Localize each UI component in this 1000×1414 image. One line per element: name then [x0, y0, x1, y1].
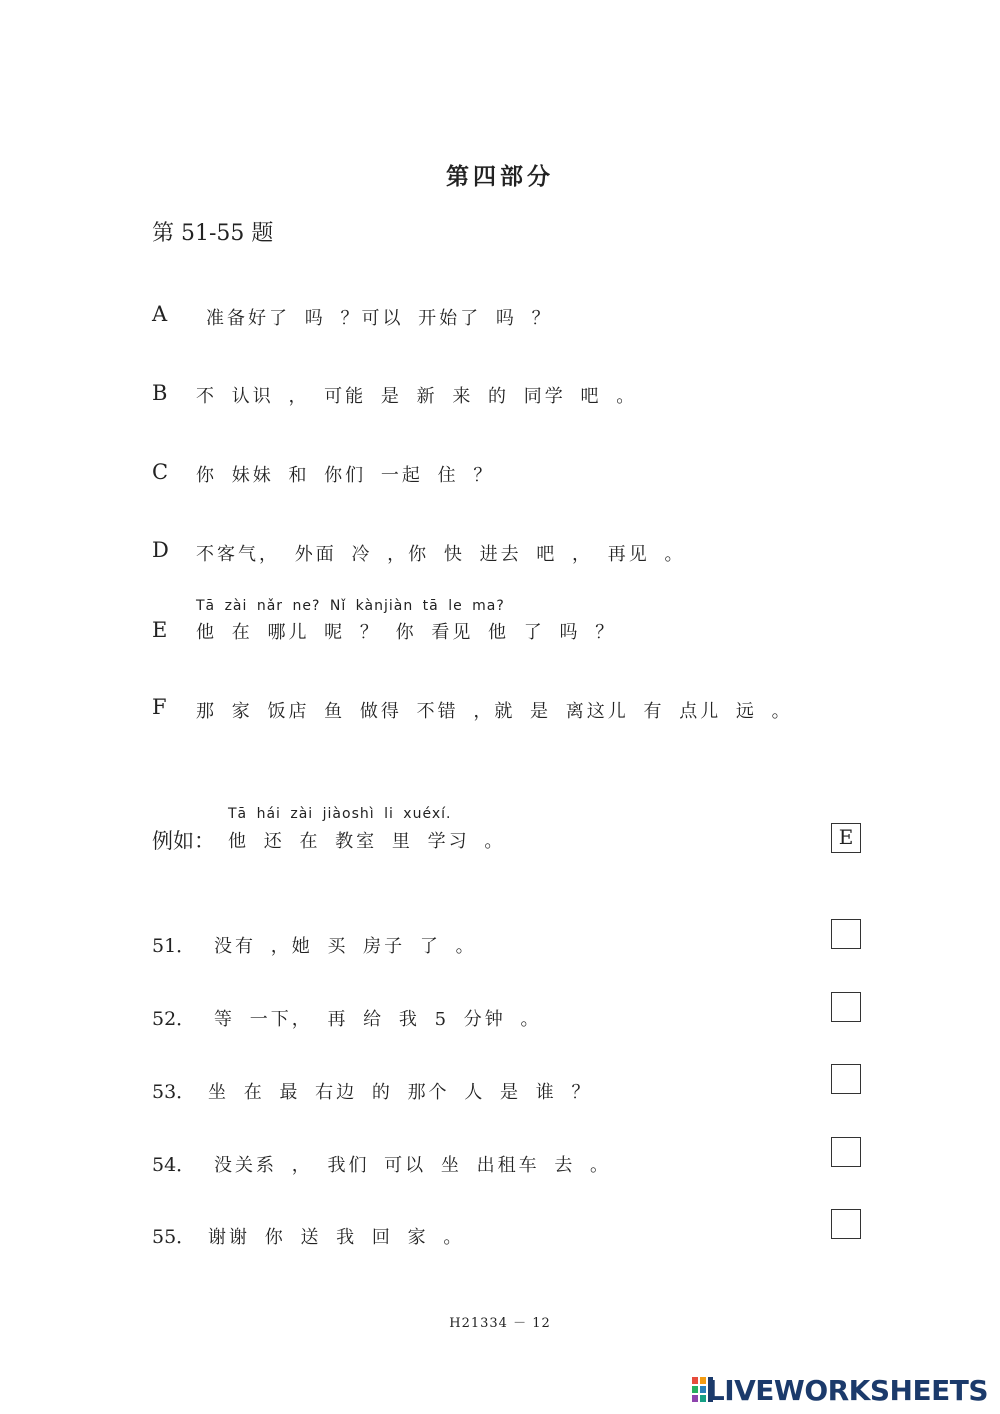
answer-box-53[interactable] [831, 1064, 861, 1094]
option-letter-d: D [152, 538, 169, 562]
section-title: 第四部分 [446, 163, 554, 190]
question-number-51: 51． [152, 935, 196, 957]
option-letter-c: C [152, 460, 169, 484]
answer-box-54[interactable] [831, 1137, 861, 1167]
example-label: 例如： [152, 829, 215, 853]
option-letter-a: A [152, 302, 168, 326]
question-range: 第 51-55 题 [152, 221, 274, 246]
option-letter-e: E [152, 618, 168, 642]
question-number-52: 52． [152, 1008, 196, 1030]
example-answer-box: E [831, 823, 861, 853]
page-footer: H21334 － 12 [449, 1316, 551, 1331]
example-pinyin: Tā hái zài jiàoshì li xuéxí. [228, 806, 452, 822]
option-text-f: 那 家 饭店 鱼 做得 不错 ，就 是 离这儿 有 点儿 远 。 [196, 701, 793, 722]
option-letter-b: B [152, 381, 168, 405]
question-text-55: 谢谢 你 送 我 回 家 。 [208, 1227, 465, 1248]
answer-box-55[interactable] [831, 1209, 861, 1239]
answer-box-52[interactable] [831, 992, 861, 1022]
option-text-c: 你 妹妹 和 你们 一起 住 ？ [196, 465, 495, 486]
example-text: 他 还 在 教室 里 学习 。 [228, 831, 506, 852]
question-text-51: 没有 ，她 买 房子 了 。 [214, 936, 477, 957]
question-text-52: 等 一下， 再 给 我 5 分钟 。 [214, 1009, 542, 1030]
brand-name: LIVEWORKSHEETS [706, 1374, 988, 1407]
option-letter-f: F [152, 695, 167, 719]
option-text-b: 不 认识 ， 可能 是 新 来 的 同学 吧 。 [196, 386, 638, 407]
question-number-55: 55． [152, 1226, 196, 1248]
option-text-a: 准备好了 吗 ？可以 开始了 吗 ？ [206, 308, 553, 329]
question-number-54: 54． [152, 1154, 196, 1176]
option-pinyin-e: Tā zài nǎr ne? Nǐ kànjiàn tā le ma? [196, 598, 505, 614]
answer-box-51[interactable] [831, 919, 861, 949]
option-text-d: 不客气， 外面 冷 ，你 快 进去 吧 ， 再见 。 [196, 544, 686, 565]
question-text-54: 没关系 ， 我们 可以 坐 出租车 去 。 [214, 1155, 612, 1176]
question-number-53: 53． [152, 1081, 196, 1103]
question-text-53: 坐 在 最 右边 的 那个 人 是 谁 ？ [208, 1082, 593, 1103]
option-text-e: 他 在 哪儿 呢 ？ 你 看见 他 了 吗 ？ [196, 622, 617, 643]
